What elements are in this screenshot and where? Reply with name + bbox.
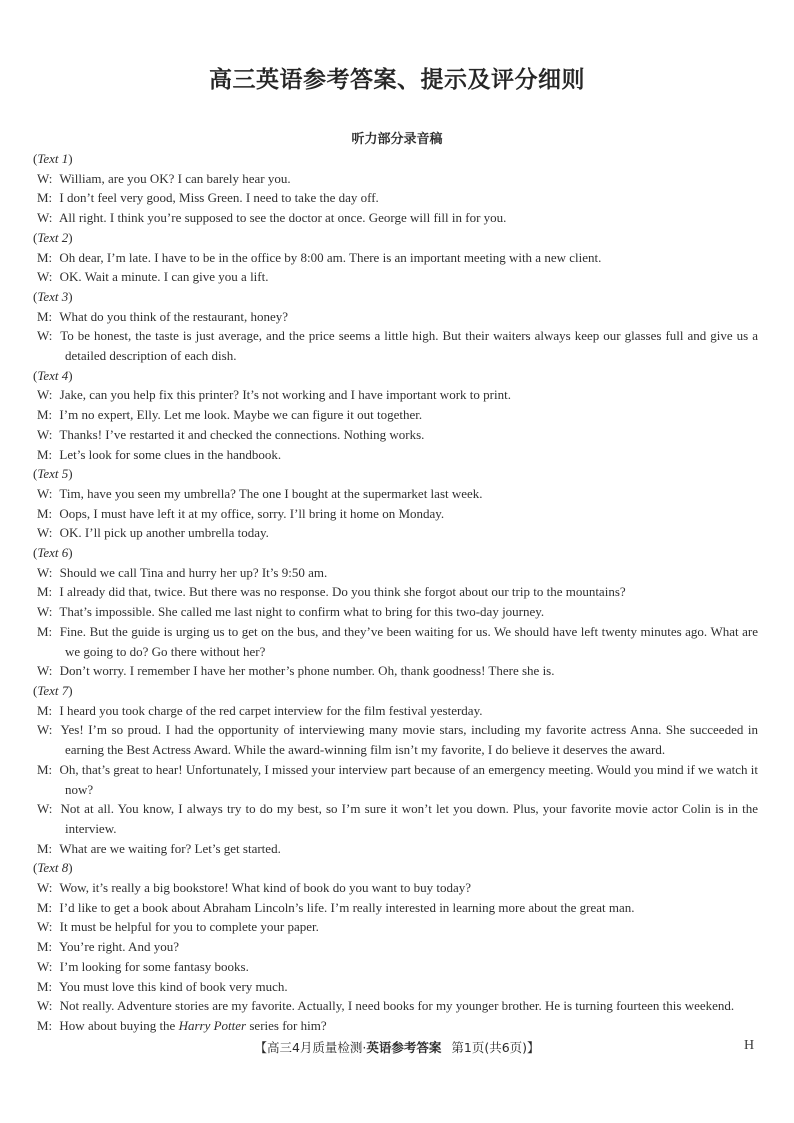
speaker-label: W:: [37, 919, 53, 935]
speaker-label: M:: [37, 407, 53, 423]
speaker-label: M:: [37, 190, 53, 206]
dialogue-line: M: I heard you took charge of the red carpet interview for the film festival yesterday.: [37, 702, 483, 718]
speaker-label: W:: [37, 564, 53, 580]
dialogue-line: M: Let’s look for some clues in the handbook.: [37, 446, 282, 462]
dialogue-line: M: Oops, I must have left it at my office, sorry. I’ll bring it home on Monday.: [37, 505, 445, 521]
dialogue-line: M: You must love this kind of book very much.: [37, 978, 288, 994]
dialogue-line: W: Don’t worry. I remember I have her mother’s phone number. Oh, thank goodness! There she is.: [37, 663, 555, 679]
speaker-label: W:: [37, 958, 53, 974]
dialogue-line: M: What do you think of the restaurant, honey?: [37, 308, 289, 324]
dialogue-line: M: Fine. But the guide is urging us to get on the bus, and they’ve been waiting for us. We should have left twenty minutes ago. What are we going to do? Go there without her?: [37, 623, 758, 659]
speaker-label: M:: [37, 978, 53, 994]
speaker-label: W:: [37, 328, 53, 344]
speaker-label: W:: [37, 485, 53, 501]
speaker-label: W:: [37, 387, 53, 403]
speaker-label: W:: [37, 801, 53, 817]
text-marker: (Text 2): [33, 229, 73, 245]
page-title: 高三英语参考答案、提示及评分细则: [209, 67, 585, 93]
dialogue-line: W: Thanks! I’ve restarted it and checked the connections. Nothing works.: [37, 426, 425, 442]
speaker-label: M:: [37, 505, 53, 521]
speaker-label: M:: [37, 899, 53, 915]
dialogue-line: W: Not really. Adventure stories are my favorite. Actually, I need books for my younger brother. He is turning fourteen this weekend.: [37, 998, 735, 1014]
speaker-label: W:: [37, 998, 53, 1014]
text-marker: (Text 4): [33, 367, 73, 383]
footer-subject-label: 英语参考答案: [366, 1040, 442, 1055]
speaker-label: M:: [37, 702, 53, 718]
dialogue-line: W: Tim, have you seen my umbrella? The one I bought at the supermarket last week.: [37, 485, 483, 501]
speaker-label: M:: [37, 1017, 53, 1033]
speaker-label: M:: [37, 249, 53, 265]
text-marker: (Text 5): [33, 466, 73, 482]
transcript: [33, 149, 759, 1036]
speaker-label: W:: [37, 663, 53, 679]
dialogue-line: W: Should we call Tina and hurry her up? It’s 9:50 am.: [37, 564, 328, 580]
speaker-label: M:: [37, 761, 53, 777]
dialogue-line: W: Yes! I’m so proud. I had the opportunity of interviewing many movie stars, including my favorite actress Anna. She succeeded in earning the Best Actress Award. While the award-winning film isn’t my favorite, I do believe it deserves the award.: [37, 722, 758, 758]
text-marker: (Text 7): [33, 682, 73, 698]
dialogue-line: W: It must be helpful for you to complete your paper.: [37, 919, 319, 935]
speaker-label: W:: [37, 604, 53, 620]
dialogue-line: W: Wow, it’s really a big bookstore! What kind of book do you want to buy today?: [37, 880, 472, 896]
dialogue-line: W: To be honest, the taste is just average, and the price seems a little high. But their waiters always keep our glasses full and give us a detailed description of each dish.: [37, 328, 759, 364]
dialogue-line: W: I’m looking for some fantasy books.: [37, 958, 249, 974]
speaker-label: M:: [37, 446, 53, 462]
speaker-label: M:: [37, 308, 53, 324]
text-marker: (Text 6): [33, 545, 73, 561]
section-heading: 听力部分录音稿: [351, 132, 443, 147]
speaker-label: W:: [37, 170, 53, 186]
dialogue-line: W: OK. Wait a minute. I can give you a lift.: [37, 269, 269, 285]
dialogue-line: W: OK. I’ll pick up another umbrella today.: [37, 525, 269, 541]
dialogue-line: M: I already did that, twice. But there was no response. Do you think she forgot about our trip to the mountains?: [37, 584, 626, 600]
dialogue-line: W: All right. I think you’re supposed to see the doctor at once. George will fill in for you.: [37, 210, 507, 226]
dialogue-line: W: Not at all. You know, I always try to do my best, so I’m sure it won’t let you down. Plus, your favorite movie actor Colin is in the interview.: [37, 801, 758, 836]
speaker-label: M:: [37, 584, 53, 600]
dialogue-line: M: How about buying the Harry Potter series for him?: [37, 1017, 327, 1033]
speaker-label: W:: [37, 210, 53, 226]
speaker-label: M:: [37, 939, 53, 955]
speaker-label: W:: [37, 426, 53, 442]
footer-exam-label: 【高三4月质量检测·: [254, 1040, 367, 1055]
text-marker: (Text 1): [33, 151, 73, 166]
speaker-label: W:: [37, 880, 53, 896]
text-marker: (Text 3): [33, 288, 73, 304]
speaker-label: W:: [37, 722, 53, 738]
footer-page-number: 第1页(共6页)】: [451, 1040, 540, 1055]
footer: [0, 1038, 794, 1056]
dialogue-line: M: I don’t feel very good, Miss Green. I need to take the day off.: [37, 190, 379, 206]
speaker-label: W:: [37, 269, 53, 285]
dialogue-line: W: William, are you OK? I can barely hear you.: [37, 170, 291, 186]
dialogue-line: W: That’s impossible. She called me last night to confirm what to bring for this two-day journey.: [37, 604, 545, 620]
dialogue-line: M: What are we waiting for? Let’s get started.: [37, 840, 281, 856]
speaker-label: M:: [37, 623, 53, 639]
dialogue-line: M: Oh dear, I’m late. I have to be in the office by 8:00 am. There is an important meeting with a new client.: [37, 249, 602, 265]
dialogue-line: W: Jake, can you help fix this printer? It’s not working and I have important work to print.: [37, 387, 511, 403]
dialogue-line: M: I’d like to get a book about Abraham Lincoln’s life. I’m really interested in learning more about the great man.: [37, 899, 635, 915]
dialogue-line: M: You’re right. And you?: [37, 939, 179, 955]
text-marker: (Text 8): [33, 860, 73, 876]
speaker-label: M:: [37, 840, 53, 856]
dialogue-line: M: Oh, that’s great to hear! Unfortunately, I missed your interview part because of an emergency meeting. Would you mind if we watch it now?: [37, 761, 758, 797]
dialogue-line: M: I’m no expert, Elly. Let me look. Maybe we can figure it out together.: [37, 407, 423, 423]
corner-letter: H: [744, 1038, 755, 1053]
speaker-label: W:: [37, 525, 53, 541]
